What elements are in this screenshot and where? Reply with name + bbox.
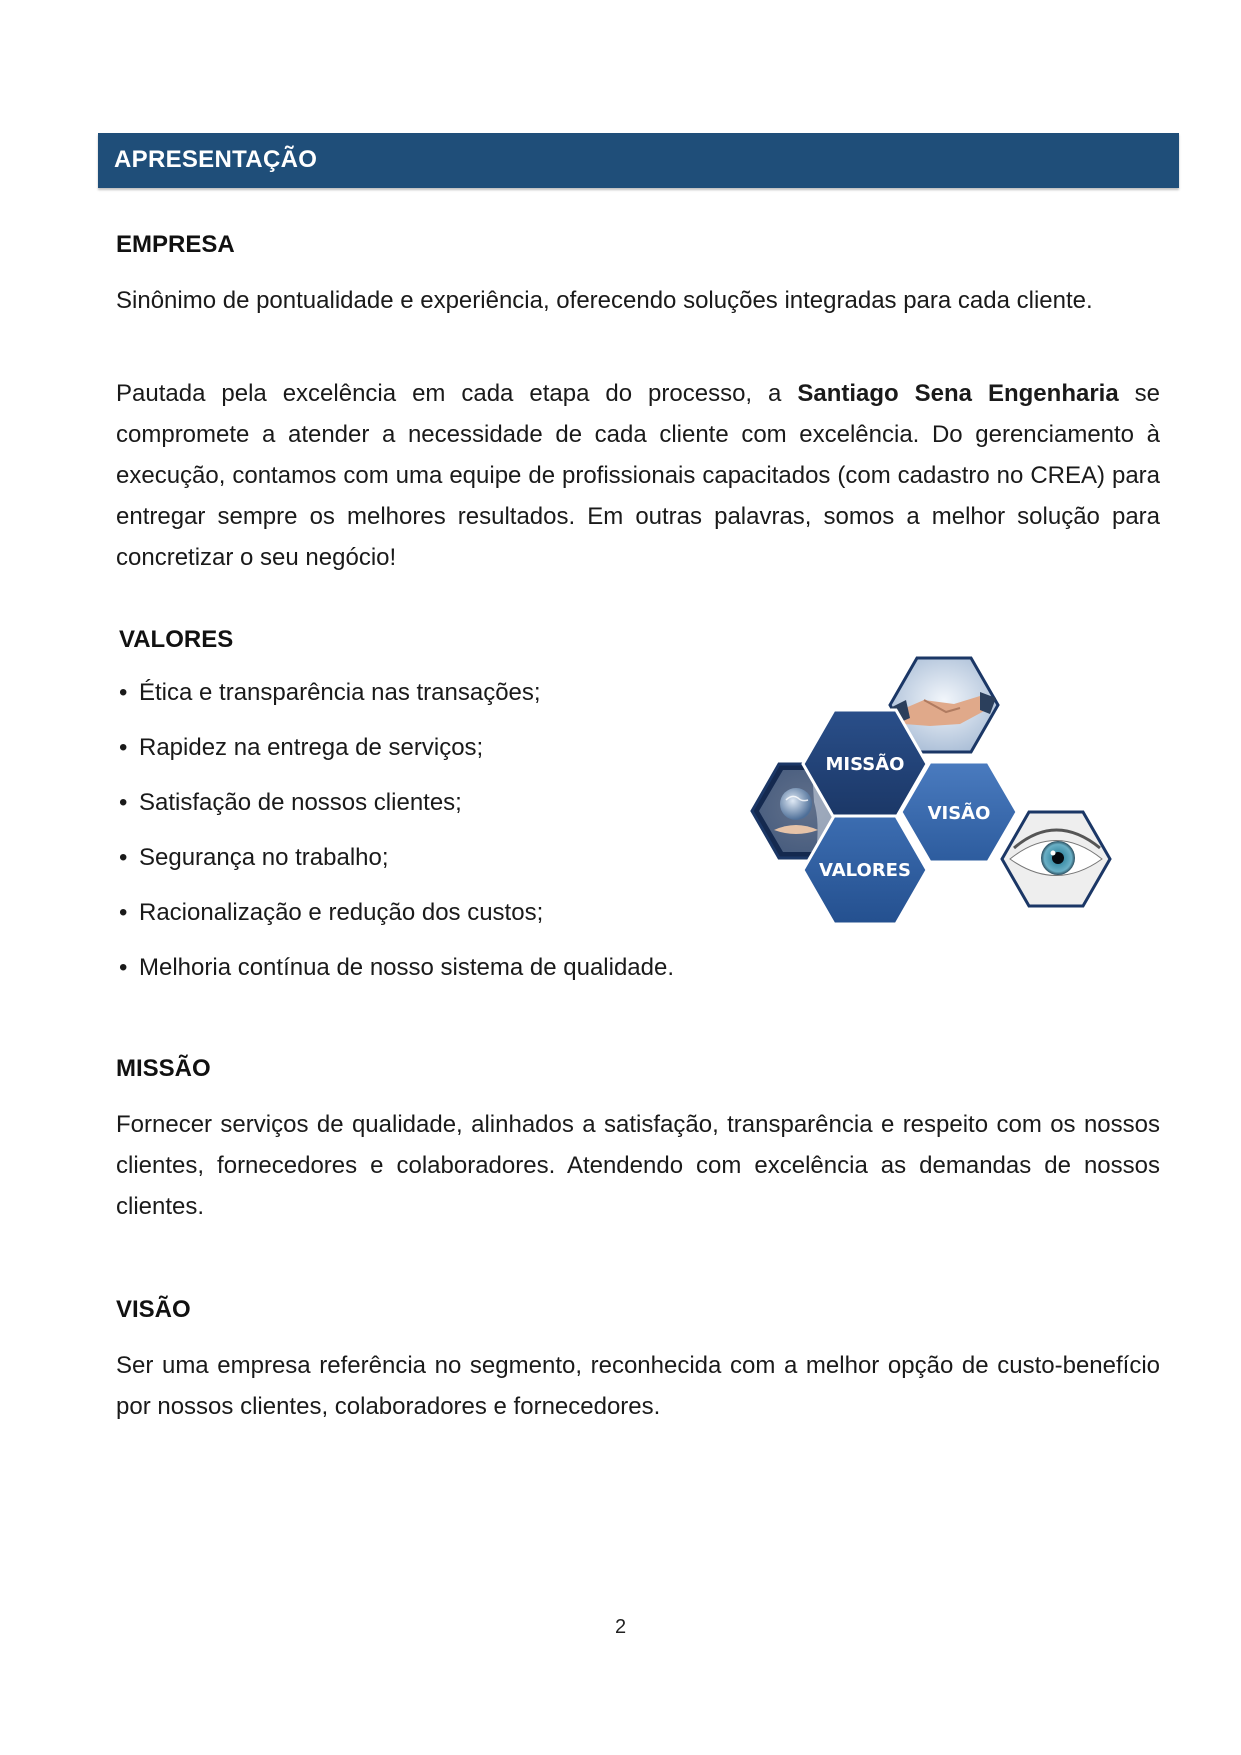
bullet-icon: • [119, 734, 128, 761]
list-item-text: Satisfação de nossos clientes; [139, 789, 462, 816]
mission-vision-values-graphic [724, 652, 1129, 932]
list-item [119, 672, 674, 727]
visao-paragraph: Ser uma empresa referência no segmento, reconhecida com a melhor opção de custo-benefício por nossos clientes, colaboradores e fornecedores. [116, 1352, 1160, 1420]
missao-paragraph: Fornecer serviços de qualidade, alinhados a satisfação, transparência e respeito com os nossos clientes, fornecedores e colaboradores. Atendendo com excelência as demandas de nossos clientes. [116, 1111, 1160, 1220]
company-name: Santiago Sena Engenharia [797, 380, 1119, 407]
valores-heading: VALORES [119, 626, 234, 653]
list-item-text: Segurança no trabalho; [139, 844, 389, 871]
list-item [119, 947, 674, 1002]
banner-title: APRESENTAÇÃO [114, 146, 318, 173]
bullet-icon: • [119, 789, 128, 816]
bullet-icon: • [119, 954, 128, 981]
list-item [119, 782, 674, 837]
bullet-icon: • [119, 679, 128, 706]
empresa-p2-after: se compromete a atender a necessidade de cada cliente com excelência. Do gerenciamento à execução, contamos com uma equipe de profissionais capacitados (com cadastro no CREA) para entregar sempre os melhores resultados. Em outras palavras, somos a melhor solução para concretizar o seu negócio! [116, 380, 1160, 571]
missao-label: MISSÃO [825, 754, 905, 775]
page-number: 2 [614, 1616, 627, 1638]
visao-label: VISÃO [927, 803, 991, 824]
section-banner [98, 133, 1179, 188]
list-item-text: Melhoria contínua de nosso sistema de qualidade. [139, 954, 675, 981]
list-item [119, 727, 674, 782]
empresa-paragraph-2 [116, 373, 1160, 578]
list-item-text: Ética e transparência nas transações; [139, 679, 541, 706]
eye-icon [1002, 812, 1110, 906]
bullet-icon: • [119, 899, 128, 926]
valores-list [119, 672, 674, 1002]
visao-heading: VISÃO [116, 1296, 191, 1323]
missao-heading: MISSÃO [116, 1055, 211, 1082]
list-item-text: Racionalização e redução dos custos; [139, 899, 544, 926]
list-item [119, 892, 674, 947]
empresa-p2-before: Pautada pela excelência em cada etapa do processo, a [116, 380, 798, 407]
list-item [119, 837, 674, 892]
list-item-text: Rapidez na entrega de serviços; [139, 734, 484, 761]
valores-label: VALORES [819, 860, 911, 881]
bullet-icon: • [119, 844, 128, 871]
empresa-heading: EMPRESA [116, 231, 235, 258]
empresa-paragraph-1: Sinônimo de pontualidade e experiência, oferecendo soluções integradas para cada cliente. [116, 287, 1093, 314]
